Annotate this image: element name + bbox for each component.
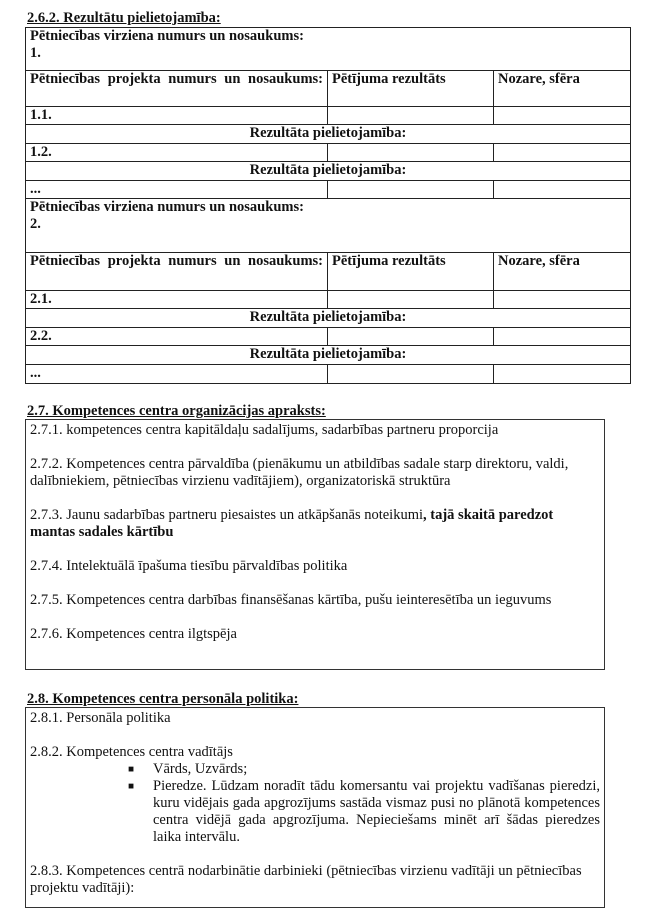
item-275: 2.7.5. Kompetences centra darbības finansēšanas kārtība, pušu ieinteresētība un ieguvums [30,592,552,608]
result-cell[interactable] [328,181,494,199]
item-282: 2.8.2. Kompetences centra vadītājs [30,744,233,760]
project-number[interactable]: ... [26,181,328,199]
applicability-label[interactable]: Rezultāta pielietojamība: [26,162,631,181]
bullet-item-name: ■ Vārds, Uzvārds; [128,761,248,777]
direction-row [26,199,631,253]
square-bullet-icon: ■ [128,781,135,792]
field-cell[interactable] [494,181,631,199]
project-number[interactable]: 2.2. [26,328,328,346]
col-header-result: Pētījuma rezultāts [328,253,494,291]
section-28-title: 2.8. Kompetences centra personāla politika: [27,691,299,707]
result-cell[interactable] [328,144,494,162]
result-cell[interactable] [328,328,494,346]
column-header-row [26,253,631,291]
field-cell[interactable] [494,328,631,346]
col-header-field: Nozare, sfēra [494,71,631,107]
project-number[interactable]: ... [26,365,328,384]
project-number[interactable]: 1.1. [26,107,328,125]
item-271: 2.7.1. kompetences centra kapitāldaļu sadalījums, sadarbības partneru proporcija [30,422,499,438]
item-281: 2.8.1. Personāla politika [30,710,171,726]
square-bullet-icon: ■ [128,764,135,775]
direction-number: 2. [30,216,41,232]
direction-label: Pētniecības virziena numurs un nosaukums: [30,28,304,44]
field-cell[interactable] [494,365,631,384]
direction-number: 1. [30,45,41,61]
project-number[interactable]: 2.1. [26,291,328,309]
organization-description-box[interactable] [25,419,605,670]
table-row [26,291,631,309]
col-header-project: Pētniecības projekta numurs un nosaukums: [26,71,328,107]
item-276: 2.7.6. Kompetences centra ilgtspēja [30,626,237,642]
table-row [26,144,631,162]
field-cell[interactable] [494,291,631,309]
result-cell[interactable] [328,365,494,384]
applicability-row [26,309,631,328]
results-applicability-table [25,27,631,384]
section-27-title: 2.7. Kompetences centra organizācijas apraksts: [27,403,326,419]
section-262-title: 2.6.2. Rezultātu pielietojamība: [27,10,221,26]
col-header-field: Nozare, sfēra [494,253,631,291]
result-cell[interactable] [328,291,494,309]
result-cell[interactable] [328,107,494,125]
item-283: 2.8.3. Kompetences centrā nodarbinātie darbinieki (pētniecības virzienu vadītāji un pētniecības projektu vadītāji): [30,863,582,896]
field-cell[interactable] [494,107,631,125]
bullet-item-experience: ■ Pieredze. Lūdzam noradīt tādu komersantu vai projektu vadīšanas pieredzi, kuru vidējais gada apgrozījums sastāda vismaz pusi no plānotā kompetences centra vidējā gada apgrozījuma. Nepieciešams minēt arī šādas pieredzes laika intervālu. [128,778,600,845]
col-header-result: Pētījuma rezultāts [328,71,494,107]
direction-row [26,28,631,71]
table-row [26,328,631,346]
direction-cell[interactable] [26,28,631,71]
item-274: 2.7.4. Intelektuālā īpašuma tiesību pārvaldības politika [30,558,348,574]
applicability-label[interactable]: Rezultāta pielietojamība: [26,309,631,328]
project-number[interactable]: 1.2. [26,144,328,162]
col-header-project: Pētniecības projekta numurs un nosaukums: [26,253,328,291]
field-cell[interactable] [494,144,631,162]
applicability-row [26,125,631,144]
item-272: 2.7.2. Kompetences centra pārvaldība (pienākumu un atbildības sadale starp direktoru, valdi, dalībniekiem, pētniecības virzienu vadītājiem), organizatoriskā struktūra [30,456,569,489]
table-row [26,365,631,384]
personnel-policy-box[interactable] [25,707,605,908]
applicability-label[interactable]: Rezultāta pielietojamība: [26,125,631,144]
applicability-label[interactable]: Rezultāta pielietojamība: [26,346,631,365]
leader-bullet-list [30,761,600,846]
table-row [26,107,631,125]
applicability-row [26,162,631,181]
direction-label: Pētniecības virziena numurs un nosaukums: [30,199,304,215]
applicability-row [26,346,631,365]
column-header-row [26,71,631,107]
direction-cell[interactable] [26,199,631,253]
table-row [26,181,631,199]
item-273: 2.7.3. Jaunu sadarbības partneru piesaistes un atkāpšanās noteikumi, tajā skaitā paredzot mantas sadales kārtību [30,507,554,540]
